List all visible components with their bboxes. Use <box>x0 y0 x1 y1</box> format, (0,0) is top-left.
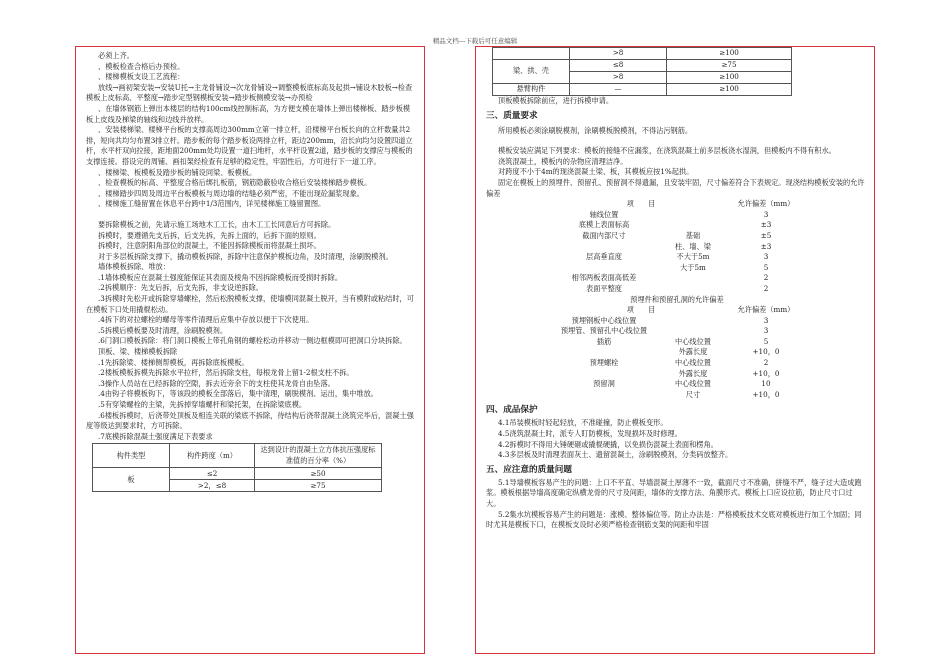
table-cell-pct: ≥50 <box>255 468 382 480</box>
tolerance-row <box>552 347 802 358</box>
section-title-issues: 五、应注意的质量问题 <box>486 464 572 475</box>
tolerance-value: 2 <box>763 283 769 293</box>
paragraph: 5.1导墙模板容易产生的问题：上口不平直、导墙混凝土厚薄不一致，截面尺寸不准确，拼缝不严，缝子过大造成跑浆。模板根据导墙高度确定纵横龙骨的尺寸及间距，墙体的支撑方法、角膜形式。模板上口应设拉筋，防止尺寸口过大。 <box>486 477 862 508</box>
table-header-span: 构件跨度（m） <box>170 444 255 468</box>
issues-paragraphs <box>486 478 866 531</box>
tolerance-subitem: 尺寸 <box>685 389 701 399</box>
paragraph: .2拆模顺序：先支后拆，后支先拆，非支设逆拆除。 <box>98 283 263 293</box>
tolerance-table-formwork <box>552 199 802 294</box>
tolerance-row <box>552 263 802 274</box>
paragraph: .1墙体模板应在混凝土强度能保证其表面及棱角不因拆除模板而受损时拆除。 <box>98 272 343 282</box>
table-cell-span: >2，≤8 <box>170 480 255 492</box>
paragraph: 、模板检查合格后办预检。 <box>98 61 185 71</box>
tolerance-header-value: 允许偏差（mm） <box>737 199 795 209</box>
tolerance-value: ±5 <box>760 230 772 240</box>
tolerance-row <box>552 379 802 390</box>
paragraph: 、在墙体钢筋上弹出本楼层的结构100cm线控制标高，为方便支模在墙体上弹出楼梯板、踏步板模板上皮线及梯梁的轴线和边线并放样。 <box>86 103 411 124</box>
tolerance-item: 截面内部尺寸 <box>582 230 626 240</box>
tolerance-value: ±3 <box>760 241 772 251</box>
tolerance-item: 底模上表面标高 <box>578 220 630 230</box>
tolerance-subitem: 基础 <box>685 230 701 240</box>
paragraph <box>486 136 866 146</box>
paragraph: 5.2集水坑模板容易产生的问题是：涨模、整体偏位等。防止办法是：严格模板技术交底对模板进行加工个加固；同时尤其是模板下口，在模板支设时必须严格检查钢筋支架的间距和牢固 <box>486 509 862 530</box>
paragraph: 、楼梯踏步四周及周边平台板模板与周边墙的结缝必须严密，不能出现砼漏浆现象。 <box>98 188 364 198</box>
tolerance-item: 轴线位置 <box>589 209 619 219</box>
table-cell-pct: ≥100 <box>667 72 792 84</box>
tolerance-subitem: 外露长度 <box>678 347 708 357</box>
table-header-pct: 达到设计的混凝土立方体抗压强度标准值的百分率（%） <box>255 444 382 468</box>
table-cell-span: — <box>570 84 667 96</box>
left-page-body <box>76 47 424 492</box>
tolerance-header-item: 项 目 <box>626 305 656 315</box>
tolerance-subitem <box>656 284 730 295</box>
tolerance-row <box>552 242 802 253</box>
tolerance-value: 10 <box>761 379 771 389</box>
paragraph: .7底模拆除混凝土强度满足下表要求 <box>98 431 213 441</box>
tolerance-item <box>552 242 656 253</box>
tolerance-value: ±3 <box>760 220 772 230</box>
table-cell-pct: ≥100 <box>667 84 792 96</box>
paragraph: .3操作人员站在已经拆除的空隙，拆去近旁余下的支柱使其龙骨自由坠落。 <box>98 378 335 388</box>
tolerance-item: 预埋管、预留孔中心线位置 <box>560 326 648 336</box>
paragraph: .4拆下的对拉螺栓的螺母等零件清理后应集中存放以便于下次使用。 <box>98 315 314 325</box>
paragraph: .6楼板拆模时，后浇带处顶板及相连关联的梁底不拆除，待结构后浇带混凝土浇筑完毕后，混凝土强度等级达到要求时，方可拆除。 <box>86 410 414 431</box>
tolerance-caption-embedded: 预埋件和预留孔洞的允许偏差 <box>630 294 724 304</box>
table-cell-pct: ≥75 <box>255 480 382 492</box>
tolerance-header-row <box>552 199 802 210</box>
right-page <box>475 46 875 654</box>
paragraph: 顶板、梁、楼梯模板拆除 <box>98 347 178 357</box>
tolerance-value: 3 <box>763 326 769 336</box>
tolerance-item <box>552 263 656 274</box>
tolerance-item: 插筋 <box>596 336 612 346</box>
table-cell-span: ≤8 <box>570 60 667 72</box>
paragraph: 4.5浇筑混凝土时，派专人盯防模板，发现损坏及时修理。 <box>498 429 682 439</box>
table-cell-span: ≤2 <box>170 468 255 480</box>
tolerance-value: 5 <box>763 336 769 346</box>
tolerance-item: 表面平整度 <box>586 283 622 293</box>
tolerance-header-item: 项 目 <box>626 199 656 209</box>
tolerance-item <box>552 390 656 401</box>
table-cell-type <box>493 48 570 60</box>
tolerance-item: 预埋螺栓 <box>589 358 619 368</box>
table-cell-type: 悬臂构件 <box>493 84 570 96</box>
left-page <box>75 46 425 654</box>
paragraph: 所用模板必须涂刷脱模剂，涂刷模板脱模剂，不得沾污钢筋。 <box>498 125 693 135</box>
paragraph: .1先拆除梁、楼梯侧帮模板，再拆除底板模板。 <box>98 357 249 367</box>
tolerance-item: 预埋钢板中心线位置 <box>571 315 637 325</box>
tolerance-item <box>552 369 656 380</box>
page-header: 精品文档---下载后可任意编辑 <box>432 37 518 45</box>
paragraph: 墙体模板拆除、堆放： <box>98 262 170 272</box>
formwork-removal-table <box>92 443 382 492</box>
paragraph: 4.3多层板及时清理表面灰土、遗留混凝土，涂刷脱模剂，分类码放整齐。 <box>498 450 733 460</box>
paragraph: 放线→画初架安装→安装U托→主龙骨铺设→次龙骨铺设→调整模板底标高及起拱→铺设木胶板→检查模板上皮标高、平整度→踏步定型钢模板安装→踏步板侧模安装→办预检 <box>86 82 413 103</box>
paragraph: 对跨度不小于4m的现浇混凝土梁、板，其模板应按1%起拱。 <box>498 167 694 177</box>
tolerance-value: +10，0 <box>752 389 780 399</box>
paragraph: 模板安装应满足下列要求：模板的接缝不应漏浆，在浇筑混凝土前多层板浇水湿润，但模板内不得有积水。 <box>498 146 836 156</box>
tolerance-row <box>552 369 802 380</box>
tolerance-row <box>552 210 802 221</box>
tolerance-row <box>552 273 802 284</box>
paragraph: 拆模时，注意阴阳角部位的混凝土，不能因拆除模板而将混凝土损坏。 <box>98 241 321 251</box>
tolerance-value: 2 <box>763 273 769 283</box>
paragraph: 、楼梯施工缝留置在休息平台跨中1/3范围内，详见楼梯施工缝留置图。 <box>98 199 326 209</box>
tolerance-item: 预留洞 <box>593 379 615 389</box>
table-cell-type: 板 <box>93 468 170 492</box>
tolerance-subitem: 外露长度 <box>678 368 708 378</box>
paragraph: 、楼梯梁、板模板及踏步板的铺设同梁、板模板。 <box>98 167 257 177</box>
tolerance-item <box>552 347 656 358</box>
tolerance-value: +10，0 <box>752 368 780 378</box>
tolerance-subitem: 不大于5m <box>676 252 710 262</box>
tolerance-subitem <box>656 210 730 221</box>
tolerance-value: 3 <box>763 209 769 219</box>
quality-paragraphs <box>486 126 866 200</box>
tolerance-row <box>552 220 802 231</box>
tolerance-value: 3 <box>763 315 769 325</box>
tolerance-item: 相邻两板表面高低差 <box>571 273 637 283</box>
paragraph: .5拆模后模板要及时清理，涂刷脱模剂。 <box>98 325 228 335</box>
tolerance-row <box>552 252 802 263</box>
tolerance-subitem: 中心线位置 <box>675 358 711 368</box>
paragraph: 对于多层板拆除支撑下，撬动模板拆除，拆除中注意保护模板边角，及时清理，涂刷脱模剂。 <box>98 251 393 261</box>
section-title-protection: 四、成品保护 <box>486 405 538 416</box>
paragraph: .4由钩子将模板钩下，等该段的模板全部落后，集中清理，刷脱模剂、运出，集中堆放。 <box>98 389 378 399</box>
table-cell-span: >8 <box>570 72 667 84</box>
tolerance-value: 5 <box>763 262 769 272</box>
tolerance-subitem: 大于5m <box>680 262 706 272</box>
tolerance-subitem <box>656 326 730 337</box>
formwork-removal-table-continued <box>492 47 792 96</box>
paragraph: .3拆模时先松开或拆除穿墙螺栓，然后松脱模板支撑，使墙模同混凝土脱开，当有模附或粘结时，可在模板下口处用撬棍松动。 <box>86 294 414 314</box>
tolerance-subitem: 中心线位置 <box>675 379 711 389</box>
tolerance-header-value: 允许偏差（mm） <box>737 305 795 315</box>
protection-paragraphs <box>486 418 866 460</box>
paragraph: 固定在模板上的预埋件、预留孔、预留洞不得遗漏，且安装牢固，尺寸偏差符合下表规定。现浇结构模板安装的允许偏差 <box>486 177 865 198</box>
paragraph: 4.1吊装模板时轻起轻放，不准碰撞，防止模板变形。 <box>498 418 668 428</box>
tolerance-row <box>552 231 802 242</box>
paragraph: 浇筑混凝土，模板内的杂物应清理洁净。 <box>498 156 628 166</box>
paragraph: 要拆除模板之前，先请示施工场地木工工长，由木工工长同意后方可拆除。 <box>98 219 336 229</box>
tolerance-subitem <box>656 220 730 231</box>
tolerance-value: 3 <box>763 252 769 262</box>
paragraph: 必须上齐。 <box>98 51 134 60</box>
paragraph <box>86 210 416 220</box>
section-title-quality: 三、质量要求 <box>486 110 538 121</box>
tolerance-row <box>552 284 802 295</box>
paragraph: .5有穿梁螺栓的主梁，先拆掉穿墙螺杆和梁托架，在拆除梁底模。 <box>98 400 307 409</box>
paragraph: 、楼梯模板支设工艺流程： <box>98 72 185 82</box>
table-cell-type: 梁、拱、壳 <box>493 60 570 84</box>
tolerance-value: +10，0 <box>752 347 780 357</box>
tolerance-row <box>552 390 802 401</box>
right-page-body <box>476 47 874 531</box>
table-cell-pct: ≥75 <box>667 60 792 72</box>
table-cell-span: >8 <box>570 48 667 60</box>
left-paragraphs <box>86 51 416 442</box>
tolerance-subitem: 中心线位置 <box>675 336 711 346</box>
tolerance-subitem <box>656 316 730 327</box>
tolerance-row <box>552 326 802 337</box>
paragraph: 4.2拆模时不得用大锤硬砸或撬棍硬撬，以免损伤混凝土表面和楞角。 <box>498 439 718 449</box>
paragraph: .2楼板模板拆模先拆除水平拉杆，然后拆除支柱，每根龙骨上留1-2根支柱不拆。 <box>98 368 354 378</box>
paragraph: 拆模时，要遵循先支后拆，后支先拆，先拆上面的，后拆下面的原则。 <box>98 230 321 240</box>
tolerance-value: 2 <box>763 358 769 368</box>
tolerance-row <box>552 316 802 327</box>
table-header-type: 构件类型 <box>93 444 170 468</box>
tolerance-row <box>552 337 802 348</box>
paragraph: .6门洞口模板拆除：将门洞口模板上带孔角钢的螺栓松动并移动一侧边框模即可把洞口分块拆除。 <box>98 336 407 346</box>
tolerance-subitem: 柱、墙、梁 <box>675 241 711 251</box>
removal-application-note: 顶板模板拆除前应，进行拆模申请。 <box>498 96 614 105</box>
table-cell-pct: ≥100 <box>667 48 792 60</box>
tolerance-table-embedded <box>552 305 802 400</box>
tolerance-header-row <box>552 305 802 316</box>
tolerance-subitem <box>656 273 730 284</box>
paragraph: 、安装楼梯梁、楼梯平台板的支撑高周边300mm立第一排立杆，沿楼梯平台板长向的立杆数量共2排，短向共均匀布置3排立杆。踏步板的每个踏步板设两排立杆，距边200mm，沿长向均匀设置四道立杆，水平杆双向拉接，距地面200mm处均设置一道扫地杆，水平杆设置2道，踏步板的支撑应与模板的支撑连接。搭设完的周铺、画扣架经检查有足够的稳定性，牢固性后，方可进行下一道工序。 <box>86 125 413 166</box>
tolerance-item: 层高垂直度 <box>586 252 622 262</box>
paragraph: 、检查模板的标高、平整度合格后绑扎板筋，钢筋隐蔽验收合格后安装楼梯踏步模板。 <box>98 178 372 188</box>
tolerance-row <box>552 358 802 369</box>
